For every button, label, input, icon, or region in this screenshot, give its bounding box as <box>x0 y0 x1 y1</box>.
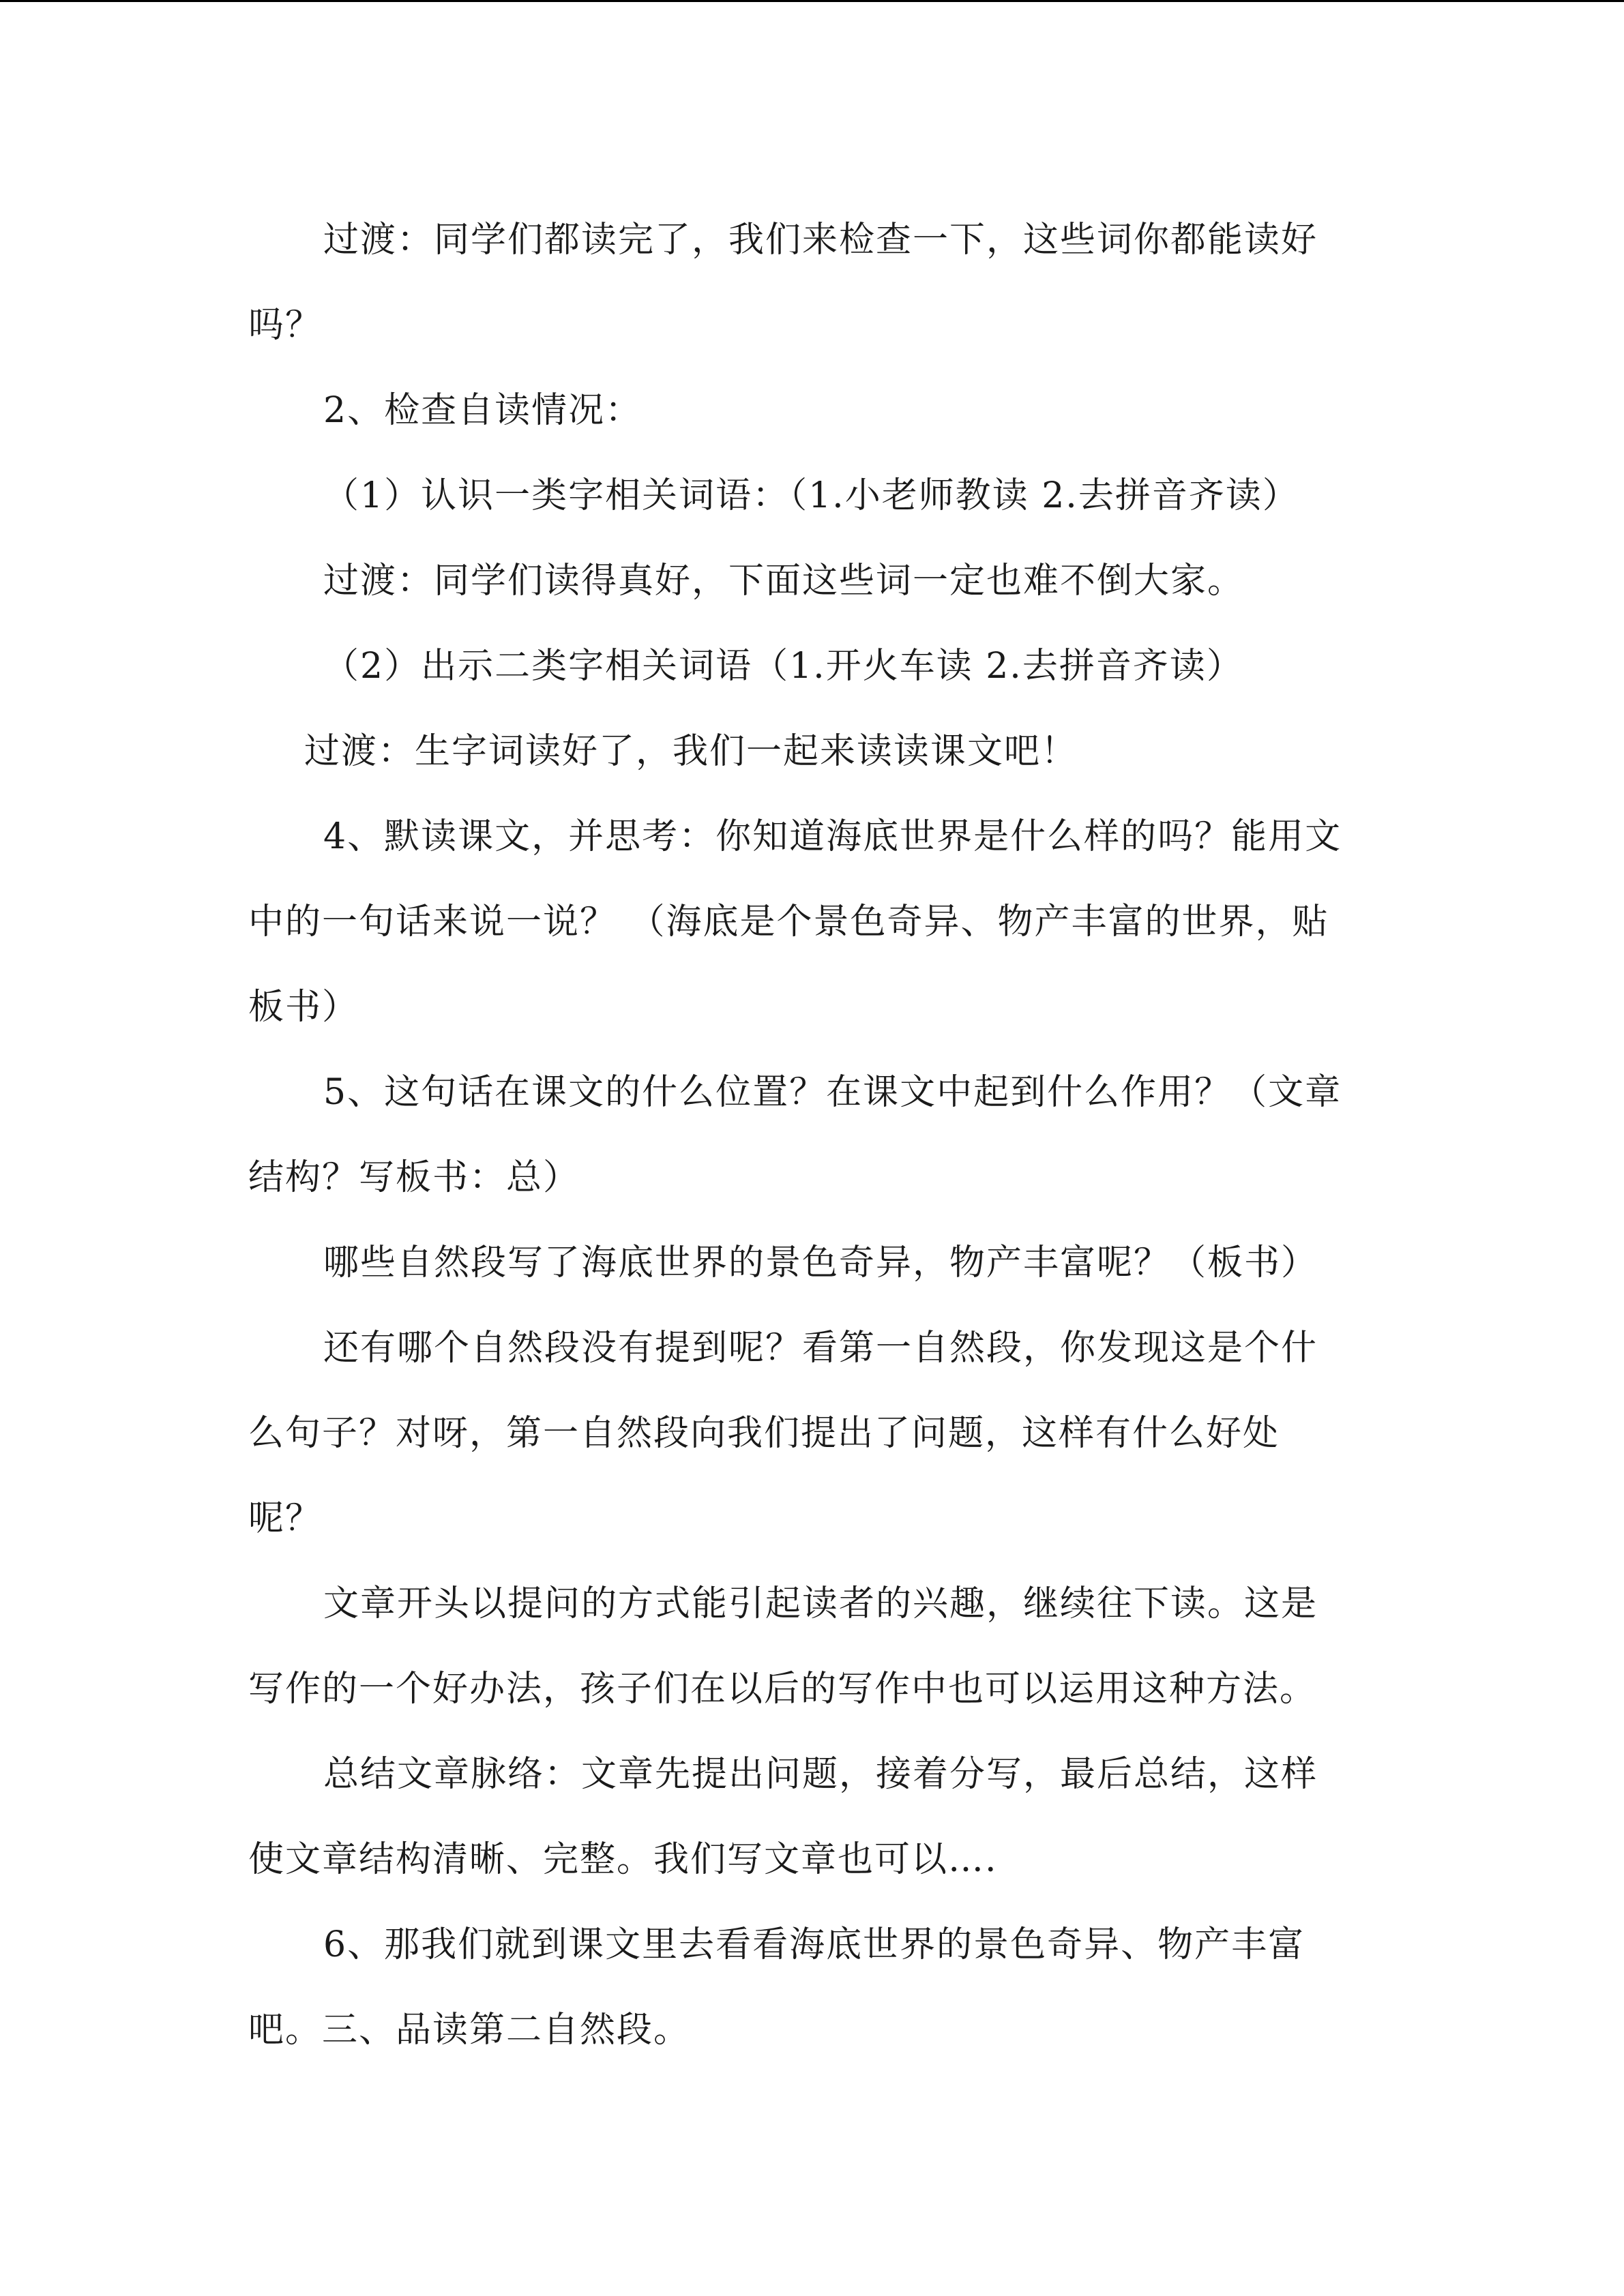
text-line: 过渡：同学们都读完了，我们来检查一下，这些词你都能读好 <box>323 220 1318 260</box>
text-line: 哪些自然段写了海底世界的景色奇异，物产丰富呢？（板书） <box>323 1242 1318 1283</box>
text-line: 写作的一个好办法，孩子们在以后的写作中也可以运用这种方法。 <box>248 1669 1317 1710</box>
text-line: 过渡：同学们读得真好，下面这些词一定也难不倒大家。 <box>323 561 1245 601</box>
text-line: 吗？ <box>248 305 323 346</box>
text-line: 过渡：生字词读好了，我们一起来读读课文吧！ <box>304 731 1078 772</box>
text-line: 还有哪个自然段没有提到呢？看第一自然段，你发现这是个什 <box>323 1328 1318 1369</box>
text-line: 吧。三、品读第二自然段。 <box>248 2010 691 2051</box>
text-line: 5、这句话在课文的什么位置？在课文中起到什么作用？（文章 <box>323 1072 1342 1113</box>
page-top-border <box>0 0 1624 2</box>
text-line: 中的一句话来说一说？ （海底是个景色奇异、物产丰富的世界，贴 <box>248 901 1329 942</box>
text-line: （1）认识一类字相关词语：（1.小老师教读 2.去拼音齐读） <box>323 475 1299 516</box>
text-line: 文章开头以提问的方式能引起读者的兴趣，继续往下读。这是 <box>323 1583 1318 1624</box>
text-line: 结构？写板书：总） <box>248 1157 580 1198</box>
text-line: 么句子？对呀，第一自然段向我们提出了问题，这样有什么好处 <box>248 1413 1280 1454</box>
text-line: （2）出示二类字相关词语（1.开火车读 2.去拼音齐读） <box>323 646 1243 687</box>
text-line: 板书） <box>248 987 359 1028</box>
text-line: 总结文章脉络：文章先提出问题，接着分写，最后总结，这样 <box>323 1754 1318 1795</box>
text-line: 6、那我们就到课文里去看看海底世界的景色奇异、物产丰富 <box>323 1924 1305 1965</box>
text-line: 4、默读课文，并思考：你知道海底世界是什么样的吗？能用文 <box>323 816 1342 857</box>
text-line: 使文章结构清晰、完整。我们写文章也可以…. <box>248 1839 998 1880</box>
text-line: 2、检查自读情况： <box>323 390 643 431</box>
text-line: 呢？ <box>248 1498 323 1539</box>
